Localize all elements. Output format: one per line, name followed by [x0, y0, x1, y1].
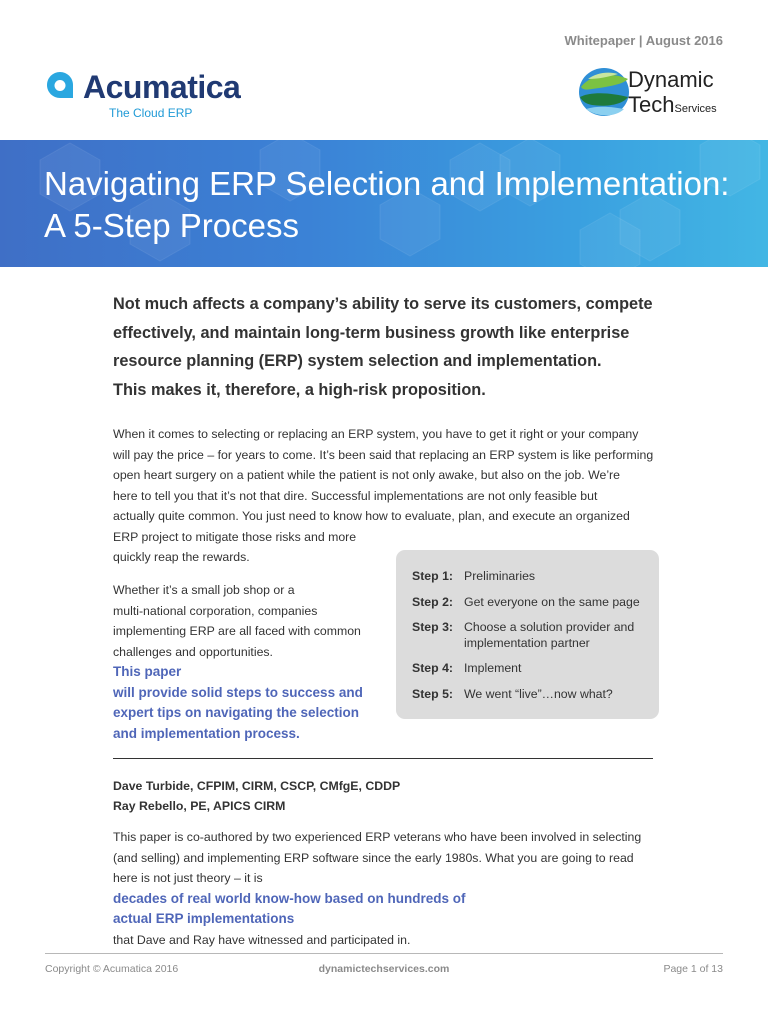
highlight-line: will provide solid steps to success and	[113, 684, 363, 700]
body-line: This paper is co-authored by two experienced ERP veterans who have been involved in selecting	[113, 830, 642, 844]
step-text: Implement	[464, 661, 522, 675]
body-line: (and selling) and implementing ERP software since the early 1980s. What you are going to read	[113, 850, 634, 865]
author-name: Ray Rebello, PE, APICS CIRM	[113, 799, 286, 813]
lead-line: This makes it, therefore, a high-risk proposition.	[113, 380, 486, 399]
body-line: will pay the price – for years to come. It’s been said that replacing an ERP system is like performing	[113, 447, 654, 462]
body-line: multi-national corporation, companies	[113, 603, 318, 618]
body-line: ERP project to mitigate those risks and more	[113, 529, 357, 544]
page-title	[44, 163, 744, 247]
footer-page-number: Page 1 of 13	[663, 963, 723, 975]
step-text: We went “live”…now what?	[464, 687, 613, 701]
footer-website: dynamictechservices.com	[318, 963, 450, 975]
body-line: quickly reap the rewards.	[113, 550, 250, 564]
highlight-text: actual ERP implementations	[113, 911, 295, 926]
body-line	[113, 868, 658, 909]
step-number: Step 2:	[412, 595, 453, 609]
highlight-line: expert tips on navigating the selection	[113, 705, 360, 720]
step-number: Step 5:	[412, 687, 453, 701]
author-name: Dave Turbide, CFPIM, CIRM, CSCP, CMfgE, CDDP	[113, 779, 401, 793]
body-text-plain: challenges and opportunities.	[113, 644, 273, 659]
body-line: When it comes to selecting or replacing an ERP system, you have to get it right or your company	[113, 427, 639, 441]
dynamic-tech-line2	[628, 92, 717, 118]
highlight-text: This paper	[113, 664, 182, 679]
body-text-plain: that Dave and Ray have witnessed and participated in.	[113, 932, 411, 947]
step-text: Preliminaries	[464, 569, 536, 583]
body-text-plain: here is not just theory – it is	[113, 871, 263, 885]
step-number: Step 1:	[412, 569, 453, 583]
footer-copyright: Copyright © Acumatica 2016	[45, 963, 179, 975]
title-banner	[0, 140, 768, 267]
body-line	[113, 642, 378, 683]
acumatica-wordmark: Acumatica	[83, 69, 241, 105]
body-line: here to tell you that it’s not that dire. Successful implementations are not only feasible but	[113, 488, 598, 503]
highlight-text: decades of real world know-how based on hundreds of	[113, 890, 466, 906]
acumatica-logo-icon	[46, 71, 74, 99]
coauthor-paragraph	[113, 827, 658, 950]
step-text: Choose a solution provider and implementation partner	[464, 620, 635, 650]
lead-line: effectively, and maintain long-term business growth like enterprise	[113, 323, 630, 342]
body-line: open heart surgery on a patient while the patient is not only awake, but also on the job. We’re	[113, 468, 620, 482]
step-text: Get everyone on the same page	[464, 595, 640, 609]
step-number: Step 4:	[412, 661, 453, 675]
section-divider	[113, 758, 653, 759]
dynamic-tech-globe-icon	[578, 65, 634, 119]
lead-line: Not much affects a company’s ability to serve its customers, compete	[113, 295, 653, 313]
page-title-line: Navigating ERP Selection and Implementation:	[44, 165, 730, 202]
intro-paragraph	[113, 424, 658, 568]
body-line: actually quite common. You just need to know how to evaluate, plan, and execute an organized	[113, 509, 630, 523]
acumatica-logo	[46, 68, 246, 128]
dynamic-tech-line1: Dynamic	[628, 67, 714, 92]
body-line: implementing ERP are all faced with common	[113, 624, 361, 638]
lead-line: resource planning (ERP) system selection and implementation.	[113, 352, 602, 370]
dynamic-tech-logo	[578, 63, 728, 123]
page-title-line: A 5-Step Process	[44, 207, 299, 244]
lead-paragraph	[113, 290, 653, 404]
document-meta: Whitepaper | August 2016	[564, 33, 723, 48]
dynamic-tech-tech: Tech	[628, 92, 675, 117]
body-line	[113, 909, 658, 950]
dynamic-tech-services: Services	[674, 103, 717, 115]
context-paragraph	[113, 580, 378, 744]
acumatica-tagline: The Cloud ERP	[109, 106, 193, 120]
body-line: Whether it’s a small job shop or a	[113, 583, 295, 597]
step-number: Step 3:	[412, 620, 453, 634]
authors-block	[113, 776, 653, 816]
steps-callout	[396, 550, 659, 719]
footer-divider	[45, 953, 723, 954]
highlight-line: and implementation process.	[113, 725, 300, 741]
